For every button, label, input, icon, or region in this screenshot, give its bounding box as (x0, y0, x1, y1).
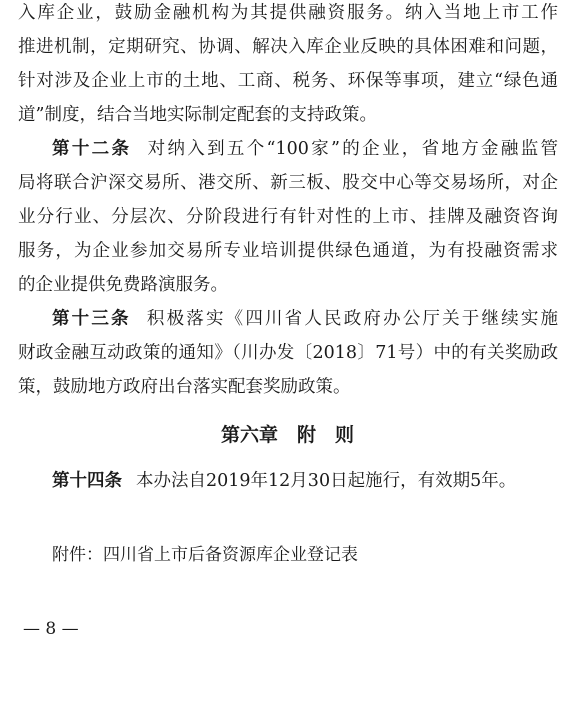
article-12-label: 第十二条 (52, 139, 132, 159)
article-13-label: 第十三条 (52, 309, 131, 329)
paragraph-line: 推进机制，定期研究、协调、解决入库企业反映的具体困难和问题， (18, 37, 558, 57)
article-14-text: 本办法自2019年12月30日起施行，有效期5年。 (136, 471, 517, 491)
article-12-text: 对纳入到五个“100家”的企业，省地方金融监管 (145, 139, 559, 159)
paragraph-line: 服务，为企业参加交易所专业培训提供绿色通道，为有投融资需求 (18, 241, 558, 261)
article-13-text: 积极落实《四川省人民政府办公厅关于继续实施 (144, 309, 559, 329)
paragraph-line: 的企业提供免费路演服务。 (18, 275, 228, 295)
paragraph-line: 局将联合沪深交易所、港交所、新三板、股交中心等交易场所，对企 (18, 173, 558, 193)
page-number: — 8 — (23, 619, 79, 639)
paragraph-line: 入库企业，鼓励金融机构为其提供融资服务。纳入当地上市工作 (18, 3, 558, 23)
paragraph-line: 针对涉及企业上市的土地、工商、税务、环保等事项，建立“绿色通 (18, 71, 558, 91)
article-12-first-line (52, 138, 558, 160)
paragraph-line: 策，鼓励地方政府出台落实配套奖励政策。 (18, 377, 351, 397)
paragraph-line: 道”制度，结合当地实际制定配套的支持政策。 (18, 105, 377, 125)
paragraph-line: 财政金融互动政策的通知》（川办发〔2018〕71号）中的有关奖励政 (18, 343, 558, 363)
article-13-first-line (52, 308, 558, 330)
article-14-line (52, 470, 558, 492)
article-14-label: 第十四条 (52, 471, 122, 491)
paragraph-line: 业分行业、分层次、分阶段进行有针对性的上市、挂牌及融资咨询 (18, 207, 558, 227)
chapter-heading: 第六章 附 则 (220, 424, 354, 446)
attachment-note: 附件：四川省上市后备资源库企业登记表 (52, 545, 358, 565)
